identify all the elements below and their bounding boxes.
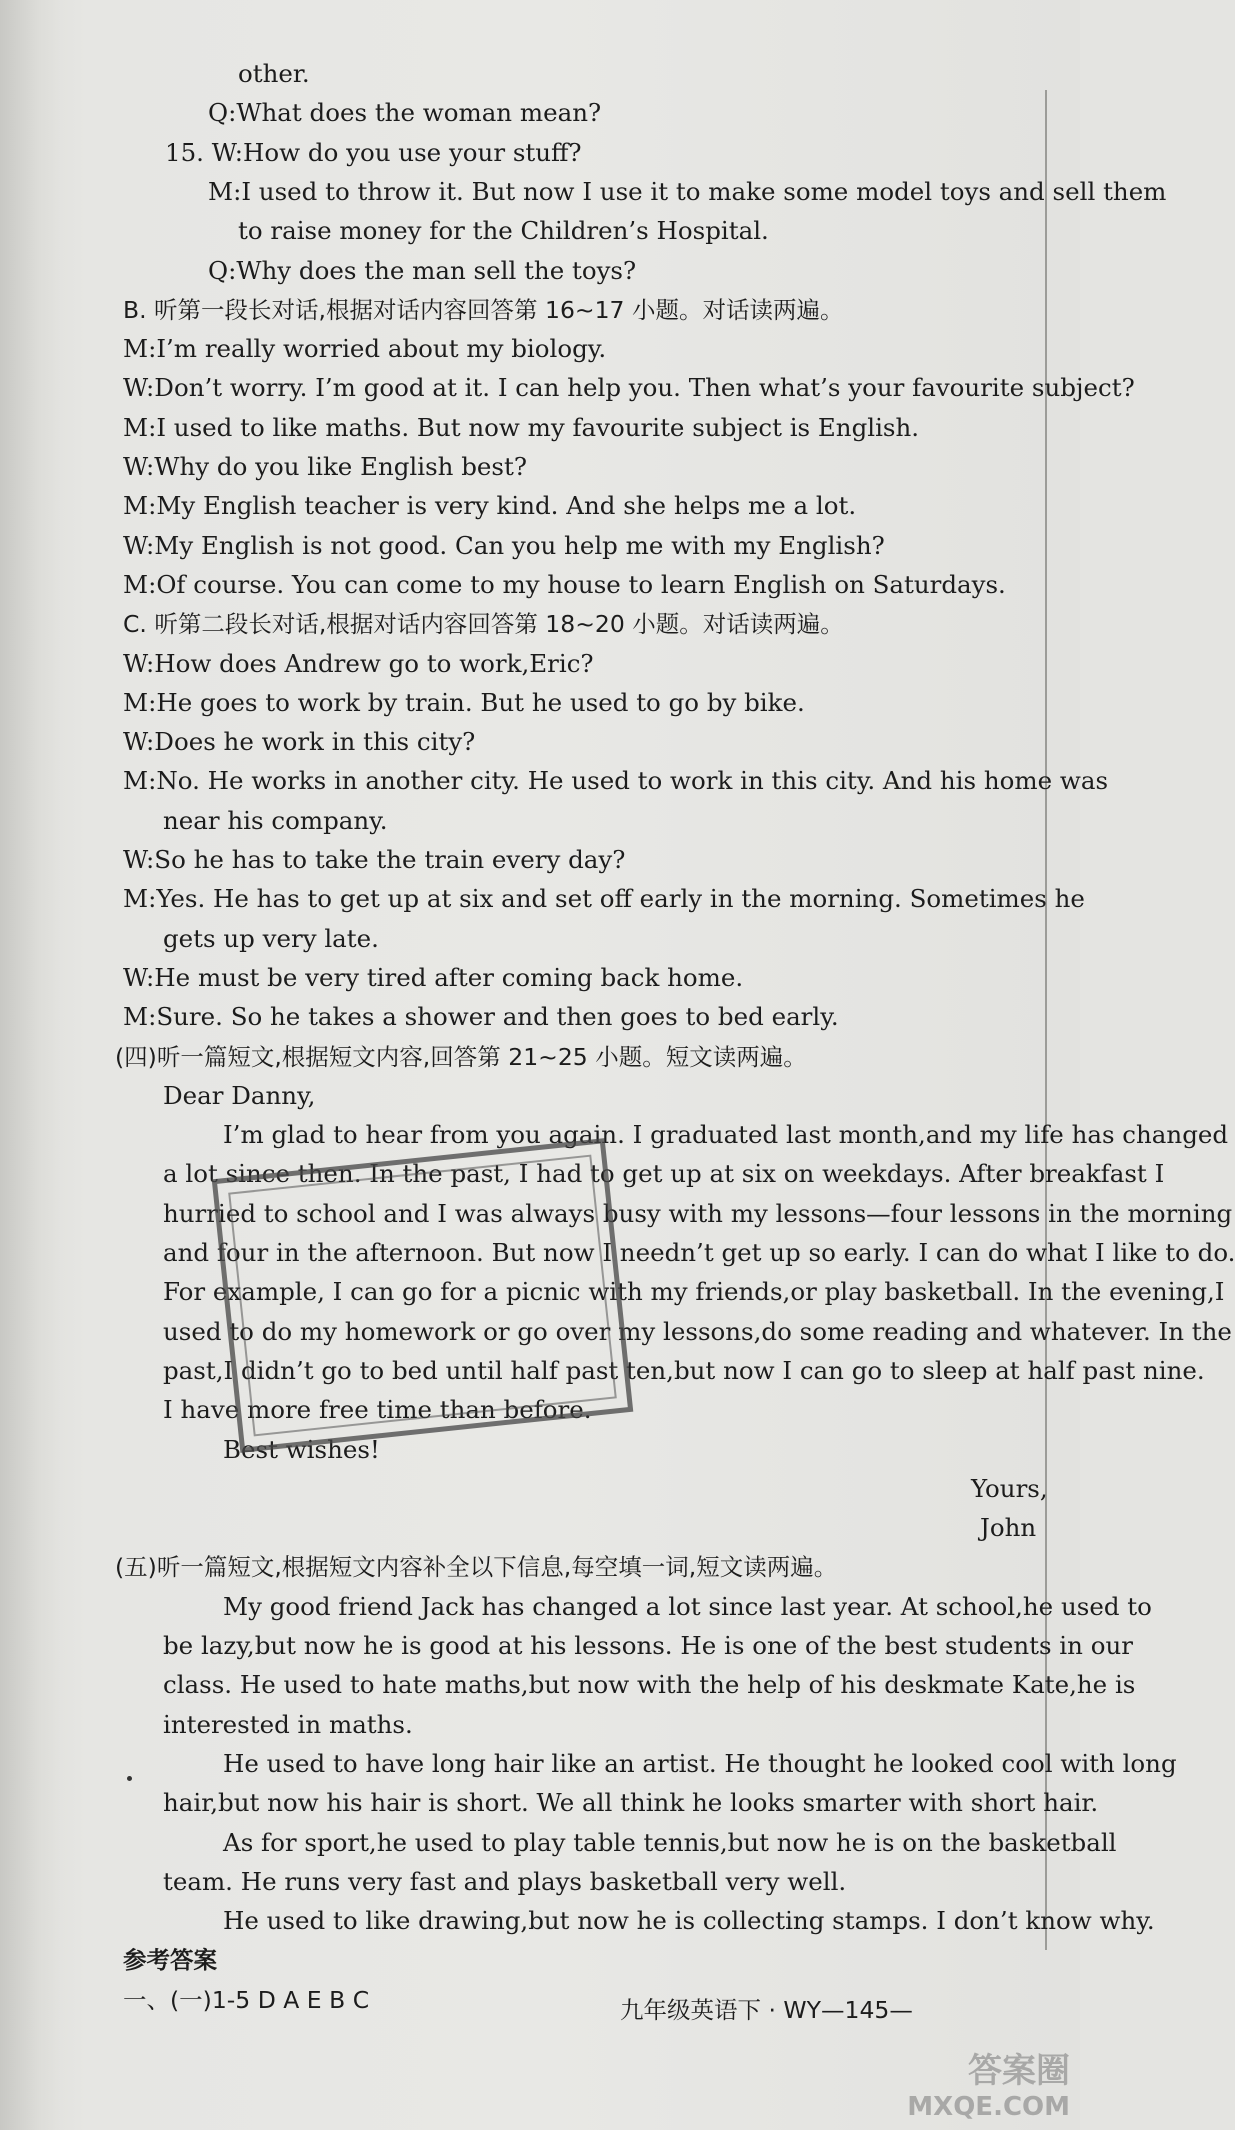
text-line: Best wishes! (223, 1434, 380, 1464)
text-line: I have more free time than before. (163, 1395, 592, 1425)
text-line: M:Of course. You can come to my house to learn English on Saturdays. (123, 569, 1006, 599)
text-line: past,I didn’t go to bed until half past ten,but now I can go to sleep at half past nine. (163, 1355, 1205, 1385)
watermark-line-2: MXQE.COM (907, 2092, 1070, 2122)
text-line: My good friend Jack has changed a lot since last year. At school,he used to (223, 1591, 1152, 1621)
text-line: M:My English teacher is very kind. And she helps me a lot. (123, 491, 857, 521)
para-sport-line-2: team. He runs very fast and plays basketball very well. (163, 1866, 847, 1896)
text-line: B. 听第一段长对话,根据对话内容回答第 16~17 小题。对话读两遍。 (123, 295, 844, 324)
stray-dot (127, 1776, 132, 1781)
text-line: gets up very late. (163, 923, 379, 953)
answers-title: 参考答案 (123, 1946, 217, 1975)
text-line: Dear Danny, (163, 1080, 316, 1110)
watermark-line-1: 答案圈 (968, 2051, 1070, 2091)
text-line: W:Don’t worry. I’m good at it. I can help you. Then what’s your favourite subject? (123, 373, 1135, 403)
text-line: 15. W:How do you use your stuff? (165, 137, 582, 167)
text-line: (四)听一篇短文,根据短文内容,回答第 21~25 小题。短文读两遍。 (115, 1042, 807, 1071)
text-line: a lot since then. In the past, I had to get up at six on weekdays. After breakfast I (163, 1159, 1165, 1189)
text-line: M:I used to throw it. But now I use it to make some model toys and sell them (208, 176, 1167, 206)
text-line: W:Does he work in this city? (123, 727, 476, 757)
text-line: He used to have long hair like an artist. He thought he looked cool with long (223, 1748, 1177, 1778)
text-line: W:He must be very tired after coming back home. (123, 962, 744, 992)
text-line: and four in the afternoon. But now I needn’t get up so early. I can do what I like to do. (163, 1238, 1235, 1267)
text-line: M:I used to like maths. But now my favourite subject is English. (123, 412, 920, 442)
text-line: interested in maths. (163, 1709, 413, 1739)
para-drawing-line: He used to like drawing,but now he is collecting stamps. I don’t know why. (223, 1906, 1155, 1936)
text-line: near his company. (163, 805, 388, 835)
text-line: I’m glad to hear from you again. I graduated last month,and my life has changed (223, 1120, 1229, 1150)
text-line: M:Sure. So he takes a shower and then goes to bed early. (123, 1002, 839, 1032)
text-line: M:No. He works in another city. He used to work in this city. And his home was (123, 766, 1109, 796)
text-line: other. (238, 59, 310, 88)
text-line: Q:What does the woman mean? (208, 98, 602, 128)
text-line: W:So he has to take the train every day? (123, 845, 626, 874)
text-line: hurried to school and I was always busy with my lessons—four lessons in the morning (163, 1198, 1233, 1228)
para-sport-line-1: As for sport,he used to play table tennis,but now he is on the basketball (223, 1827, 1117, 1857)
text-line: C. 听第二段长对话,根据对话内容回答第 18~20 小题。对话读两遍。 (123, 610, 844, 639)
text-line: W:My English is not good. Can you help me with my English? (123, 530, 885, 560)
text-line: class. He used to hate maths,but now with the help of his deskmate Kate,he is (163, 1670, 1136, 1700)
stamp (212, 1138, 634, 1453)
text-line: M:I’m really worried about my biology. (123, 334, 607, 364)
binding-shadow (0, 0, 60, 2130)
text-line: Q:Why does the man sell the toys? (208, 255, 637, 285)
text-line: John (980, 1513, 1037, 1543)
text-line: be lazy,but now he is good at his lessons. He is one of the best students in our (163, 1631, 1133, 1660)
answers-line: 一、(一)1-5 D A E B C (123, 1985, 370, 2014)
text-line: W:How does Andrew go to work,Eric? (123, 648, 594, 678)
page-label: 九年级英语下 · WY—145— (620, 1995, 913, 2024)
text-line: used to do my homework or go over my lessons,do some reading and whatever. In the (163, 1316, 1232, 1346)
text-line: to raise money for the Children’s Hospital. (238, 216, 769, 246)
text-line: Yours, (971, 1473, 1048, 1503)
text-line: W:Why do you like English best? (123, 452, 527, 481)
watermark-logo (907, 2053, 1070, 2125)
text-line: M:He goes to work by train. But he used to go by bike. (123, 687, 805, 717)
text-line: (五)听一篇短文,根据短文内容补全以下信息,每空填一词,短文读两遍。 (115, 1553, 838, 1582)
text-line: hair,but now his hair is short. We all think he looks smarter with short hair. (163, 1788, 1099, 1818)
text-line: M:Yes. He has to get up at six and set off early in the morning. Sometimes he (123, 884, 1085, 914)
text-line: For example, I can go for a picnic with my friends,or play basketball. In the evening,I (163, 1277, 1225, 1307)
